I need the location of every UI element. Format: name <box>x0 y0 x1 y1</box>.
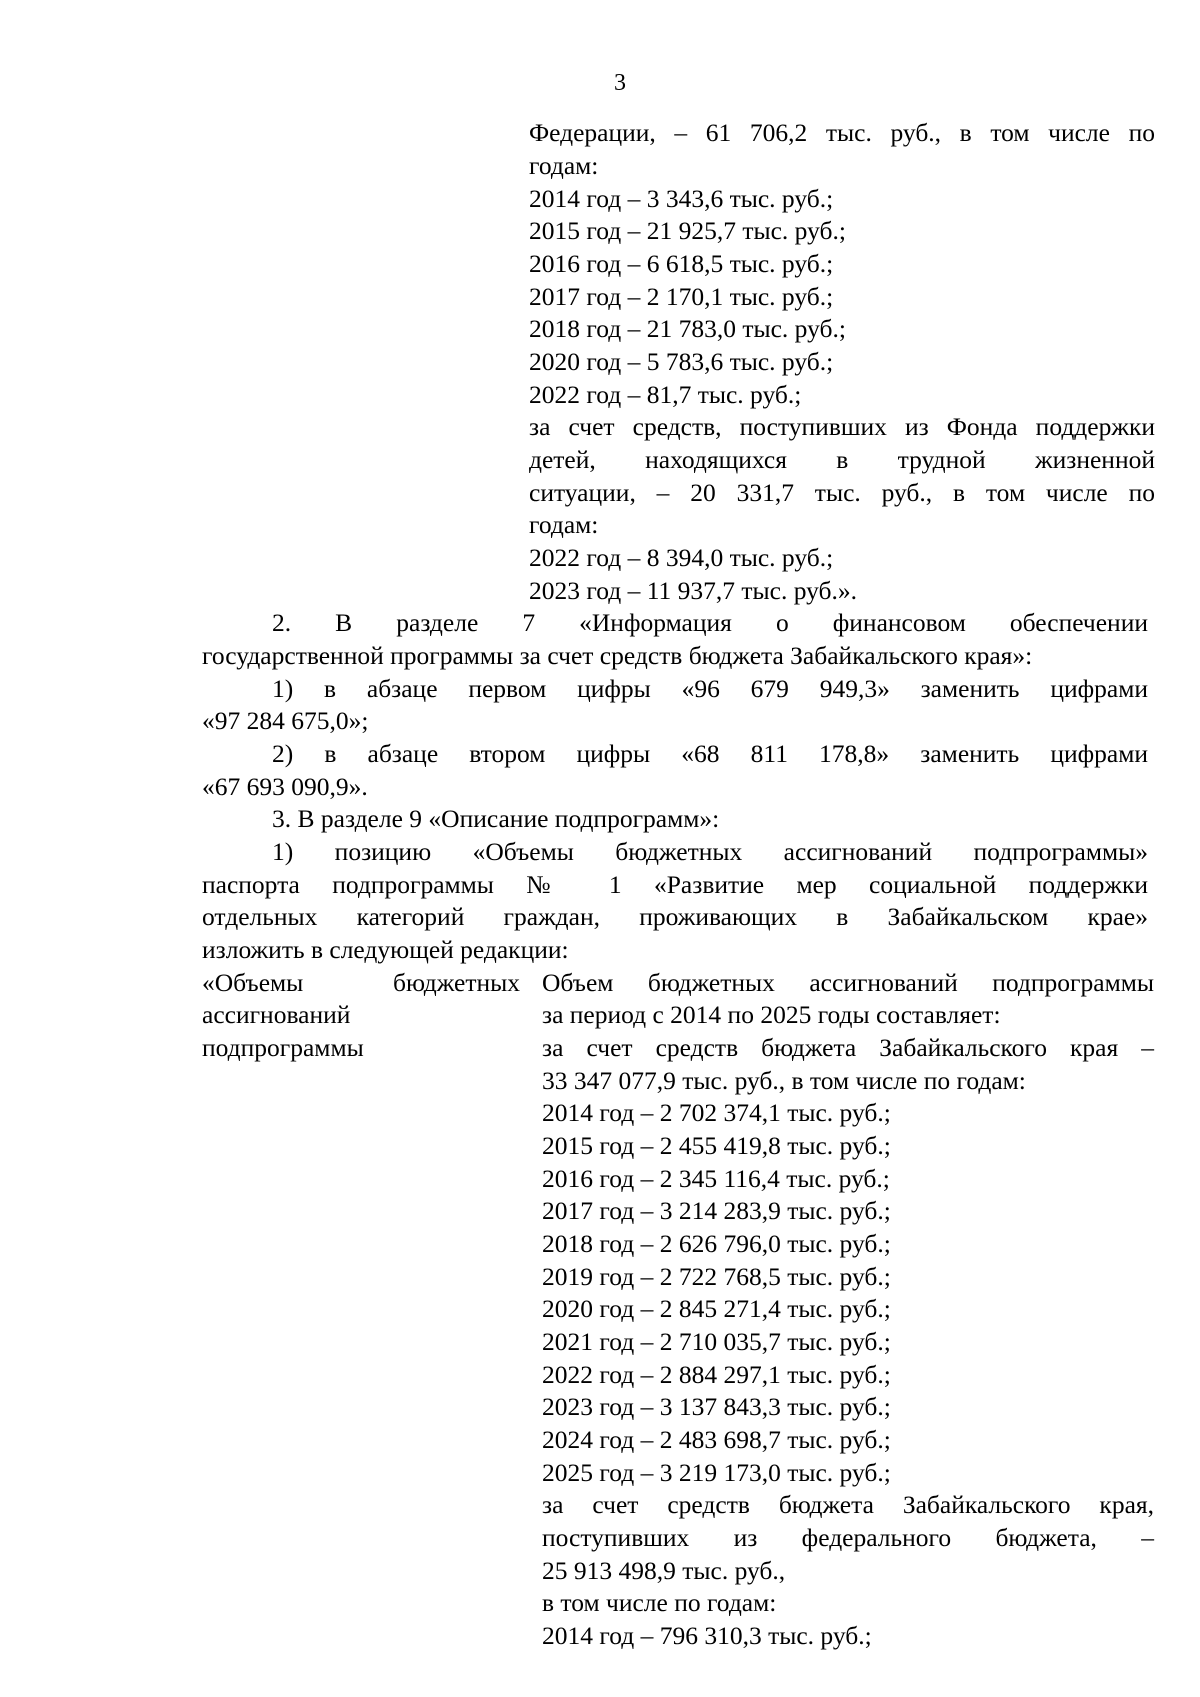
table-right-line: 2022 год – 2 884 297,1 тыс. руб.; <box>542 1360 891 1389</box>
table-right-line: 33 347 077,9 тыс. руб., в том числе по годам: <box>542 1066 1026 1095</box>
text-line: 2014 год – 3 343,6 тыс. руб.; <box>529 184 834 213</box>
table-right-line: 2019 год – 2 722 768,5 тыс. руб.; <box>542 1262 891 1291</box>
item-1-line: «97 284 675,0»; <box>202 706 369 735</box>
text-line: 2022 год – 8 394,0 тыс. руб.; <box>529 543 834 572</box>
table-right-line: 2020 год – 2 845 271,4 тыс. руб.; <box>542 1294 891 1323</box>
table-left-line: подпрограммы <box>202 1033 364 1062</box>
text-line: ситуации, – 20 331,7 тыс. руб., в том числе по <box>529 478 1155 507</box>
table-right-line: 2014 год – 796 310,3 тыс. руб.; <box>542 1621 872 1650</box>
item-2-line: «67 693 090,9». <box>202 772 368 801</box>
paragraph-3-line: 3. В разделе 9 «Описание подпрограмм»: <box>272 804 720 833</box>
text-line: 2018 год – 21 783,0 тыс. руб.; <box>529 314 846 343</box>
text-line: 2016 год – 6 618,5 тыс. руб.; <box>529 249 834 278</box>
item-3-1-line: паспорта подпрограммы № 1 «Развитие мер социальной поддержки <box>202 870 1148 899</box>
item-3-1-line: изложить в следующей редакции: <box>202 935 569 964</box>
text-line: 2023 год – 11 937,7 тыс. руб.». <box>529 576 858 605</box>
text-line: 2017 год – 2 170,1 тыс. руб.; <box>529 282 834 311</box>
item-3-1-line: отдельных категорий граждан, проживающих в Забайкальском крае» <box>202 902 1148 931</box>
page-number: 3 <box>614 70 626 96</box>
table-left-line: «Объемы бюджетных <box>202 968 520 997</box>
text-line: детей, находящихся в трудной жизненной <box>529 445 1155 474</box>
table-left-line: ассигнований <box>202 1000 351 1029</box>
text-line: за счет средств, поступивших из Фонда поддержки <box>529 412 1155 441</box>
table-right-line: 2016 год – 2 345 116,4 тыс. руб.; <box>542 1164 890 1193</box>
table-right-line: 2024 год – 2 483 698,7 тыс. руб.; <box>542 1425 891 1454</box>
table-right-line: в том числе по годам: <box>542 1588 777 1617</box>
text-line: 2015 год – 21 925,7 тыс. руб.; <box>529 216 846 245</box>
table-right-line: 2025 год – 3 219 173,0 тыс. руб.; <box>542 1458 891 1487</box>
paragraph-2-line: государственной программы за счет средств бюджета Забайкальского края»: <box>202 641 1033 670</box>
table-right-line: 2017 год – 3 214 283,9 тыс. руб.; <box>542 1196 891 1225</box>
table-right-line: за период с 2014 по 2025 годы составляет: <box>542 1000 1001 1029</box>
item-1-line: 1) в абзаце первом цифры «96 679 949,3» заменить цифрами <box>272 674 1148 703</box>
table-right-line: 2018 год – 2 626 796,0 тыс. руб.; <box>542 1229 891 1258</box>
table-right-line: Объем бюджетных ассигнований подпрограммы <box>542 968 1154 997</box>
text-line: 2020 год – 5 783,6 тыс. руб.; <box>529 347 834 376</box>
table-right-line: за счет средств бюджета Забайкальского края, <box>542 1490 1154 1519</box>
text-line: годам: <box>529 151 599 180</box>
table-right-line: 25 913 498,9 тыс. руб., <box>542 1556 786 1585</box>
text-line: 2022 год – 81,7 тыс. руб.; <box>529 380 802 409</box>
table-right-line: 2023 год – 3 137 843,3 тыс. руб.; <box>542 1392 891 1421</box>
table-right-line: поступивших из федерального бюджета, – <box>542 1523 1154 1552</box>
paragraph-2-line: 2. В разделе 7 «Информация о финансовом обеспечении <box>272 608 1148 637</box>
text-line: годам: <box>529 510 599 539</box>
text-line: Федерации, – 61 706,2 тыс. руб., в том числе по <box>529 118 1155 147</box>
table-right-line: 2021 год – 2 710 035,7 тыс. руб.; <box>542 1327 891 1356</box>
table-right-line: 2014 год – 2 702 374,1 тыс. руб.; <box>542 1098 891 1127</box>
table-right-line: за счет средств бюджета Забайкальского края – <box>542 1033 1154 1062</box>
item-2-line: 2) в абзаце втором цифры «68 811 178,8» заменить цифрами <box>272 739 1148 768</box>
table-right-line: 2015 год – 2 455 419,8 тыс. руб.; <box>542 1131 891 1160</box>
item-3-1-line: 1) позицию «Объемы бюджетных ассигнований подпрограммы» <box>272 837 1148 866</box>
